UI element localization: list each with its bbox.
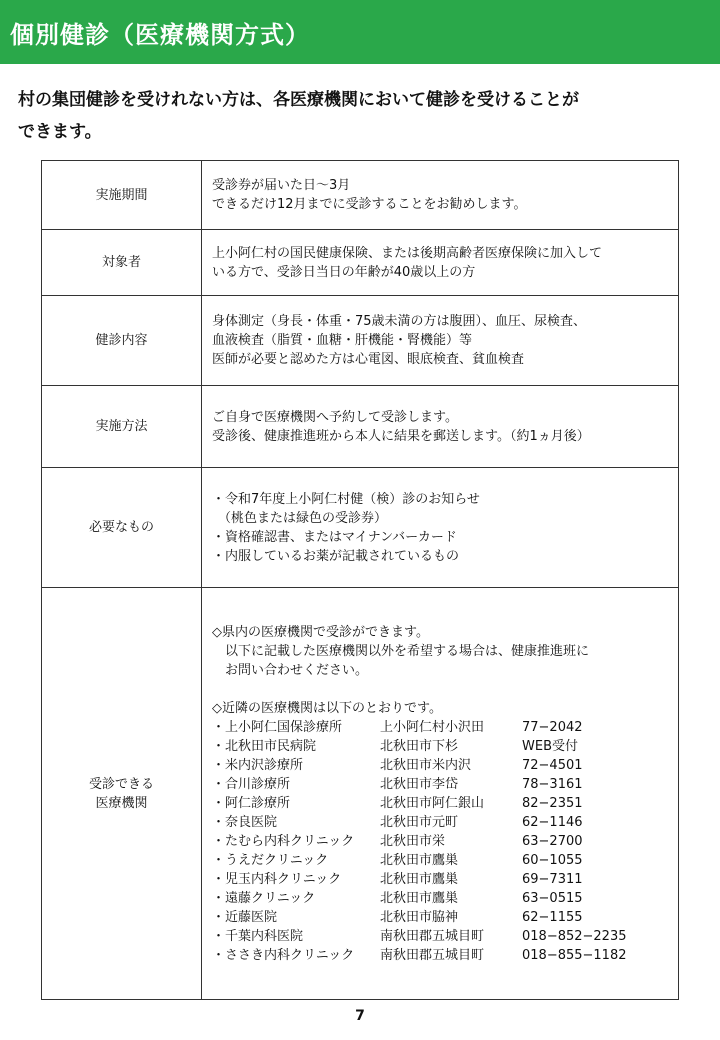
- row-content: [202, 296, 679, 386]
- table-row: [42, 296, 679, 386]
- clinic-phone: 60−1055: [522, 852, 583, 868]
- clinic-address: 北秋田市李岱: [380, 776, 459, 792]
- row-label: 実施期間: [42, 161, 202, 230]
- content-line: 受診後、健康推進班から本人に結果を郵送します。（約1ヵ月後）: [212, 428, 590, 444]
- row-label: 実施方法: [42, 386, 202, 468]
- clinic-item: [212, 813, 670, 832]
- clinic-name: ・上小阿仁国保診療所: [212, 719, 343, 735]
- content-line: ・資格確認書、またはマイナンバーカード: [212, 529, 457, 545]
- clinic-item: [212, 718, 670, 737]
- table-row: [42, 161, 679, 230]
- clinic-name: ・合川診療所: [212, 776, 291, 792]
- notice-line: お問い合わせください。: [212, 662, 369, 678]
- facilities-content: [202, 588, 679, 1000]
- clinic-name: ・千葉内科医院: [212, 928, 304, 944]
- table-row: [42, 386, 679, 468]
- page-header: [0, 0, 720, 64]
- content-line: 受診券が届いた日～3月: [212, 178, 351, 193]
- clinic-name: ・北秋田市民病院: [212, 738, 317, 754]
- clinic-phone: 82−2351: [522, 795, 583, 811]
- clinic-item: [212, 832, 670, 851]
- clinic-name: ・遠藤クリニック: [212, 890, 316, 906]
- clinic-item: [212, 946, 670, 965]
- clinic-address: 北秋田市元町: [380, 814, 459, 830]
- content-line: 上小阿仁村の国民健康保険、または後期高齢者医療保険に加入して: [212, 245, 603, 261]
- clinic-address: 北秋田市鷹巣: [380, 871, 459, 887]
- clinic-phone: 63−0515: [522, 890, 583, 906]
- clinic-name: ・米内沢診療所: [212, 757, 304, 773]
- content-line: ・令和7年度上小阿仁村健（検）診のお知らせ: [212, 491, 480, 507]
- row-content: [202, 468, 679, 588]
- row-content: [202, 386, 679, 468]
- clinic-address: 北秋田市鷹巣: [380, 852, 459, 868]
- clinic-address: 北秋田市鷹巣: [380, 890, 459, 906]
- table-row: [42, 230, 679, 296]
- clinic-item: [212, 756, 670, 775]
- clinic-address: 北秋田市下杉: [380, 738, 459, 754]
- row-label: 健診内容: [42, 296, 202, 386]
- clinic-item: [212, 870, 670, 889]
- clinic-item: [212, 851, 670, 870]
- clinic-name: ・近藤医院: [212, 909, 278, 925]
- content-line: （桃色または緑色の受診券）: [218, 510, 388, 526]
- clinic-name: ・たむら内科クリニック: [212, 833, 355, 849]
- content-line: できるだけ12月までに受診することをお勧めします。: [212, 197, 527, 212]
- table-row: [42, 468, 679, 588]
- checkup-info-table: [41, 160, 679, 1000]
- row-content: [202, 230, 679, 296]
- clinic-phone: 018−855−1182: [522, 947, 627, 963]
- clinic-item: [212, 775, 670, 794]
- intro-text: [18, 84, 698, 148]
- clinic-phone: 018−852−2235: [522, 928, 627, 944]
- clinic-address: 上小阿仁村小沢田: [380, 719, 485, 735]
- content-line: 医師が必要と認めた方は心電図、眼底検査、貧血検査: [212, 352, 525, 367]
- row-label: 受診できる 医療機関: [42, 588, 202, 1000]
- clinic-item: [212, 889, 670, 908]
- intro-line: できます。: [18, 122, 102, 142]
- content-line: 身体測定（身長・体重・75歳未満の方は腹囲）、血圧、尿検査、: [212, 314, 587, 329]
- clinic-item: [212, 737, 670, 756]
- notice-line: 以下に記載した医療機関以外を希望する場合は、健康推進班に: [212, 643, 590, 659]
- content-line: 血液検査（脂質・血糖・肝機能・腎機能）等: [212, 333, 473, 348]
- clinic-item: [212, 927, 670, 946]
- intro-line: 村の集団健診を受けれない方は、各医療機関において健診を受けることが: [18, 90, 579, 110]
- clinic-phone: 77−2042: [522, 719, 583, 735]
- page-number: 7: [355, 1008, 365, 1024]
- clinic-name: ・ささき内科クリニック: [212, 947, 355, 963]
- row-content: [202, 161, 679, 230]
- row-label: 必要なもの: [42, 468, 202, 588]
- clinic-list: [212, 718, 670, 965]
- clinic-address: 北秋田市米内沢: [380, 757, 472, 773]
- clinic-item: [212, 794, 670, 813]
- content-line: ご自身で医療機関へ予約して受診します。: [212, 409, 458, 425]
- clinic-name: ・うえだクリニック: [212, 852, 329, 868]
- clinic-phone: 62−1146: [522, 814, 583, 830]
- row-label: 対象者: [42, 230, 202, 296]
- clinic-phone: WEB受付: [522, 738, 578, 754]
- clinic-address: 北秋田市阿仁銀山: [380, 795, 485, 811]
- clinic-address: 北秋田市脇神: [380, 909, 459, 925]
- clinic-name: ・児玉内科クリニック: [212, 871, 342, 887]
- notice-line: ◇県内の医療機関で受診ができます。: [212, 624, 429, 640]
- clinic-name: ・奈良医院: [212, 814, 278, 830]
- clinic-item: [212, 908, 670, 927]
- clinic-name: ・阿仁診療所: [212, 795, 291, 811]
- nearby-heading: ◇近隣の医療機関は以下のとおりです。: [212, 700, 442, 716]
- content-line: ・内服しているお薬が記載されているもの: [212, 548, 460, 564]
- clinic-address: 北秋田市栄: [380, 833, 446, 849]
- clinic-phone: 69−7311: [522, 871, 583, 887]
- clinic-address: 南秋田郡五城目町: [380, 947, 485, 963]
- clinic-phone: 78−3161: [522, 776, 583, 792]
- clinic-phone: 62−1155: [522, 909, 583, 925]
- content-line: いる方で、受診日当日の年齢が40歳以上の方: [212, 264, 476, 280]
- table-row: [42, 588, 679, 1000]
- clinic-phone: 72−4501: [522, 757, 583, 773]
- clinic-phone: 63−2700: [522, 833, 583, 849]
- page-title: 個別健診（医療機関方式）: [10, 20, 310, 49]
- clinic-address: 南秋田郡五城目町: [380, 928, 485, 944]
